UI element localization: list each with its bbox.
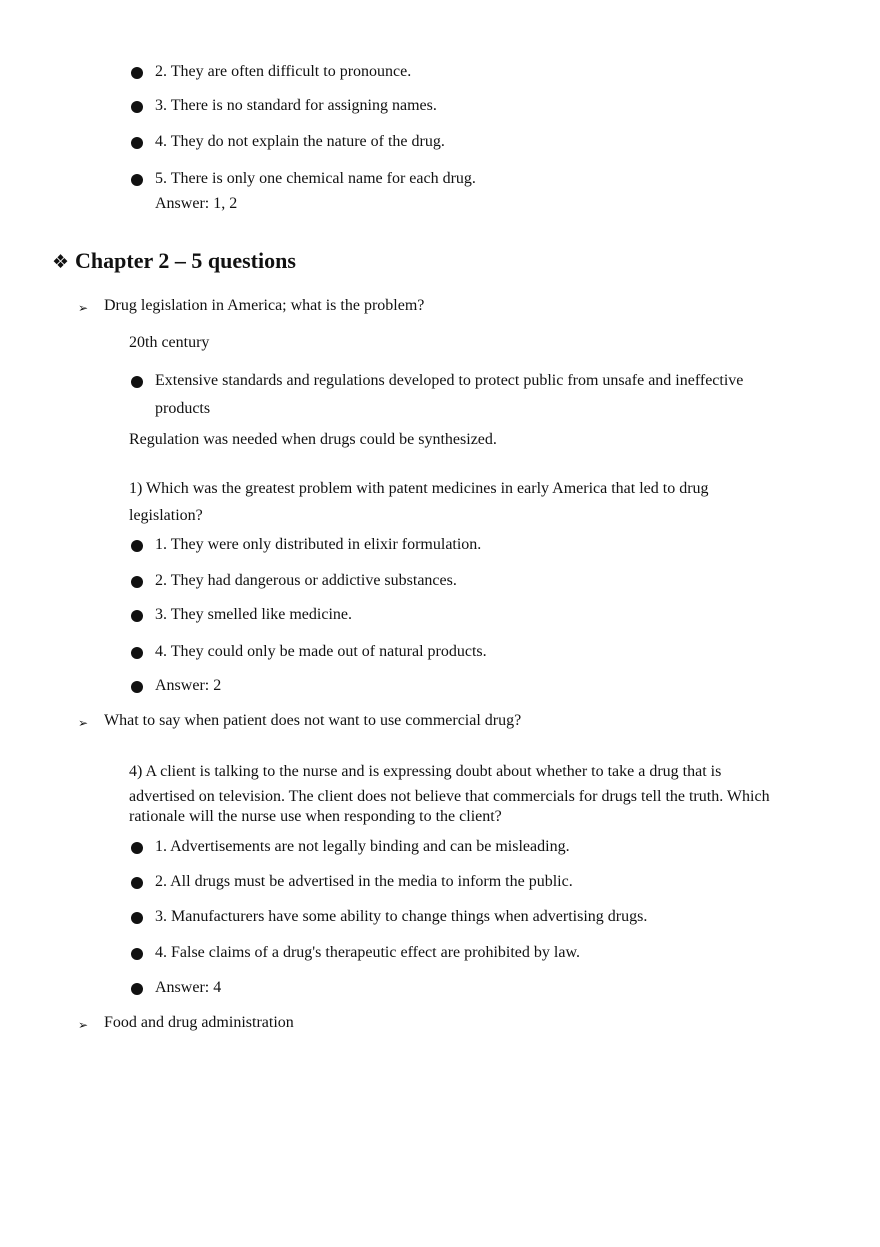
question-line: 1) Which was the greatest problem with patent medicines in early America that led to drug [129,480,709,497]
bullet-dot-icon [131,376,143,388]
note-text: Regulation was needed when drugs could be synthesized. [129,431,497,448]
list-item: 2. They are often difficult to pronounce. [155,63,412,80]
bullet-dot-icon [131,912,143,924]
era-point-line1: Extensive standards and regulations developed to protect public from unsafe and ineffective [155,372,744,389]
question-line: 4) A client is talking to the nurse and is expressing doubt about whether to take a drug that is [129,763,722,780]
answer-text: Answer: 1, 2 [155,195,238,212]
bullet-dot-icon [131,137,143,149]
option-item: 4. False claims of a drug's therapeutic effect are prohibited by law. [155,944,580,961]
topic-heading: Drug legislation in America; what is the problem? [104,297,425,314]
bullet-dot-icon [131,610,143,622]
answer-text: Answer: 4 [155,979,222,996]
list-item: 3. There is no standard for assigning names. [155,97,437,114]
diamond-bullet-icon: ❖ [52,251,70,273]
arrow-bullet-icon: ➢ [78,301,89,315]
bullet-dot-icon [131,174,143,186]
bullet-dot-icon [131,67,143,79]
list-item: 4. They do not explain the nature of the drug. [155,133,445,150]
bullet-dot-icon [131,540,143,552]
question-line: advertised on television. The client does not believe that commercials for drugs tell the truth. Which [129,788,770,805]
list-item: 5. There is only one chemical name for each drug. [155,170,476,187]
bullet-dot-icon [131,877,143,889]
option-item: 1. They were only distributed in elixir formulation. [155,536,482,553]
option-item: 4. They could only be made out of natural products. [155,643,487,660]
option-item: 2. All drugs must be advertised in the media to inform the public. [155,873,573,890]
chapter-heading [52,248,296,275]
era-label: 20th century [129,334,210,351]
question-line: legislation? [129,507,203,524]
option-item: 1. Advertisements are not legally binding and can be misleading. [155,838,570,855]
option-item: 3. Manufacturers have some ability to change things when advertising drugs. [155,908,648,925]
topic-heading: What to say when patient does not want to use commercial drug? [104,712,522,729]
arrow-bullet-icon: ➢ [78,716,89,730]
bullet-dot-icon [131,681,143,693]
bullet-dot-icon [131,842,143,854]
era-point-line2: products [155,400,211,417]
question-line: rationale will the nurse use when responding to the client? [129,808,502,825]
topic-heading: Food and drug administration [104,1014,294,1031]
bullet-dot-icon [131,948,143,960]
bullet-dot-icon [131,101,143,113]
option-item: 3. They smelled like medicine. [155,606,352,623]
bullet-dot-icon [131,647,143,659]
chapter-title: Chapter 2 – 5 questions [75,248,296,273]
option-item: 2. They had dangerous or addictive substances. [155,572,457,589]
bullet-dot-icon [131,576,143,588]
answer-text: Answer: 2 [155,677,222,694]
bullet-dot-icon [131,983,143,995]
arrow-bullet-icon: ➢ [78,1018,89,1032]
